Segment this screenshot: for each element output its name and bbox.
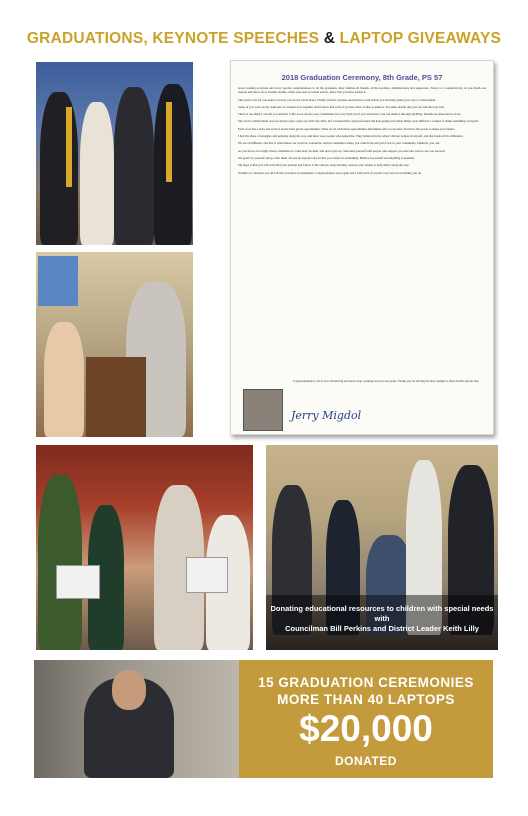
speech-paragraph: My hope is that you will each find your passion and follow it. Be curious, keep learning, and use your talents to help others along the way.: [238, 163, 410, 168]
speech-paragraph: My road to achievement was not always easy. I grew up with very little, but I worked hard, stayed focused and kept going even when things were difficult. I wanted to make something of myself.: [238, 119, 479, 124]
caption-line-2: Councilman Bill Perkins and District Leader Keith Lilly: [285, 624, 479, 633]
speech-paragraph: Each of us has a story and each of us has been given opportunities. What we do with those opportunities determines who we become. You have the power to shape your future.: [238, 126, 455, 131]
speech-title: 2018 Graduation Ceremony, 8th Grade, PS 57: [281, 73, 443, 82]
speech-paragraph: Some of you were on my team and we worked on it together. And I know that each of you has what it takes to make it. You must decide that you can and that you will.: [238, 104, 445, 109]
header-part1: GRADUATIONS, KEYNOTE SPEECHES: [26, 30, 320, 47]
speech-body: [231, 86, 493, 175]
header-part2: LAPTOP GIVEAWAYS: [339, 30, 502, 47]
photo-keynote-speaker: [34, 660, 239, 778]
page-header: [0, 30, 528, 48]
caption-line-1: Donating educational resources to children with special needs with: [270, 604, 494, 623]
photo-graduation-group: [36, 62, 193, 245]
header-ampersand: &: [319, 30, 340, 47]
speech-paragraph: Good evening everyone and every special congratulations to all the graduates, their families & friends, all the teachers, administrators and supporters. Today is a wonderful day as you finish one chapter and move on to another. Rather, when your next accolade arrives, know that you have earned it.: [238, 86, 486, 95]
graduation-speech-document: [230, 60, 494, 435]
speech-paragraph: Tonight we celebrate you and all that you have accomplished. Congratulations once again and I wish each of you the very best in everything you do.: [238, 170, 422, 175]
speech-paragraph: This path is not for you alone to travel; you do not travel alone. Family, friends, teachers and mentors walk beside you and help guide your way to achievement.: [238, 97, 437, 102]
stat-donated: DONATED: [335, 754, 397, 768]
speech-paragraph: We are all different, and that is what makes our world so wonderful. Always remember where you came from and give back to your community whenever you can.: [238, 141, 440, 146]
author-portrait: [243, 389, 283, 431]
speech-paragraph: Set goals for yourself and go after them. Do not let anyone tell you that you cannot do something. Believe in yourself and anything is possible.: [238, 155, 415, 160]
stats-banner: [34, 660, 493, 778]
stat-amount: $20,000: [299, 708, 433, 749]
stat-laptops: MORE THAN 40 LAPTOPS: [277, 692, 455, 707]
photo-caption: [266, 604, 498, 634]
author-signature: Jerry Migdol: [291, 409, 362, 422]
speech-paragraph: There is one thing I can tell you and that is life is not always easy. Sometimes it is very hard, but if you work hard, you can make it through anything. Dreams are important to have.: [238, 112, 462, 117]
photo-laptop-giveaway: [36, 445, 253, 650]
stat-graduation-ceremonies: 15 GRADUATION CEREMONIES: [258, 675, 474, 690]
photo-speech-podium: [36, 252, 193, 437]
speech-paragraph: I had my share of struggles and setbacks along the way, and there were people who helped me. They believed in me when I did not believe in myself, and that made all the difference.: [238, 134, 464, 139]
speech-paragraph: As you move on to high school, remember to work hard, be kind, and never give up. Surround yourself with people who support you and who want to see you succeed.: [238, 148, 446, 153]
speech-closing: Congratulations to all of you. Dream big and never stop working toward your goals. Thank you for having me here tonight to share in this special day.: [293, 379, 479, 383]
